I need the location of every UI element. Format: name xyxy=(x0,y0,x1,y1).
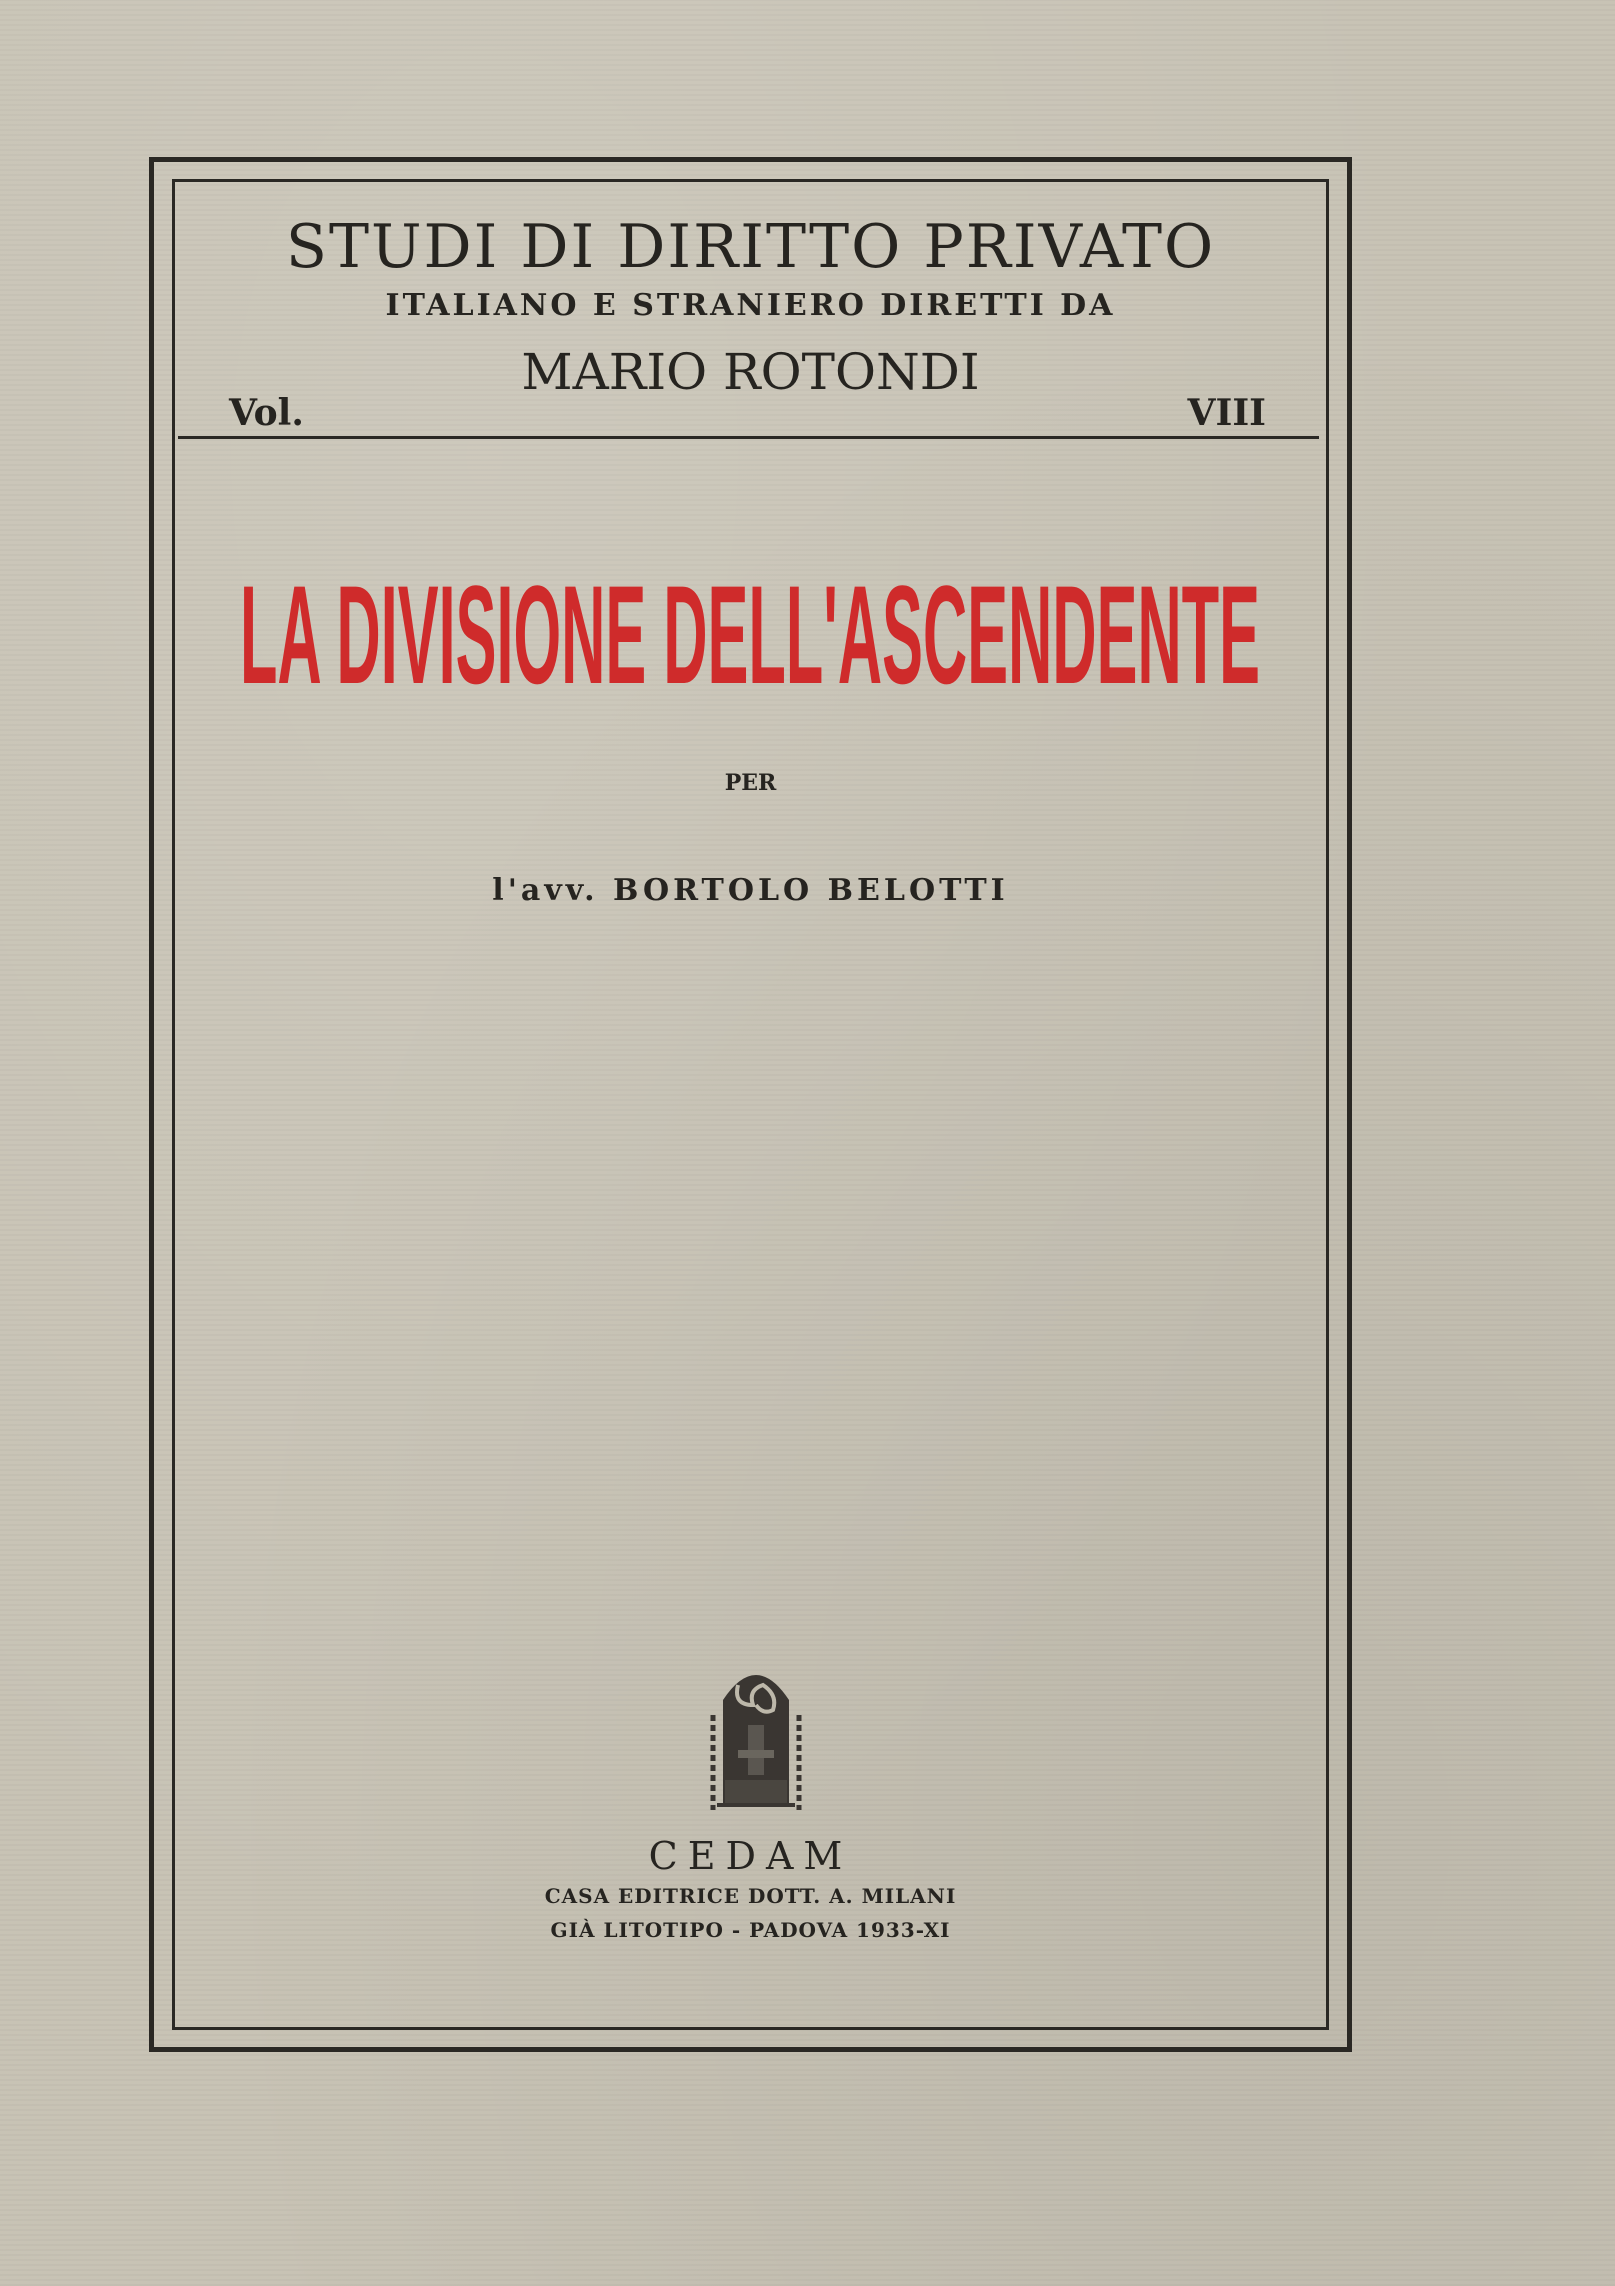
series-title: STUDI DI DIRITTO PRIVATO xyxy=(285,212,1216,282)
author: l'avv. BORTOLO BELOTTI xyxy=(492,873,1009,908)
by-line: PER xyxy=(724,770,777,796)
book-title-block xyxy=(240,575,1260,695)
publisher-emblem-icon xyxy=(703,1655,809,1813)
publisher-line-2: GIÀ LITOTIPO - PADOVA 1933-XI xyxy=(550,1918,951,1942)
header-divider xyxy=(178,436,1319,439)
publisher-line-1: CASA EDITRICE DOTT. A. MILANI xyxy=(544,1884,957,1908)
volume-number: VIII xyxy=(1187,392,1266,434)
series-subtitle: ITALIANO E STRANIERO DIRETTI DA xyxy=(385,288,1116,323)
publisher-name: CEDAM xyxy=(648,1834,853,1878)
series-editor: MARIO ROTONDI xyxy=(521,343,980,401)
book-title: LA DIVISIONE DELL'ASCENDENTE xyxy=(240,575,1260,695)
volume-label: Vol. xyxy=(229,392,304,434)
